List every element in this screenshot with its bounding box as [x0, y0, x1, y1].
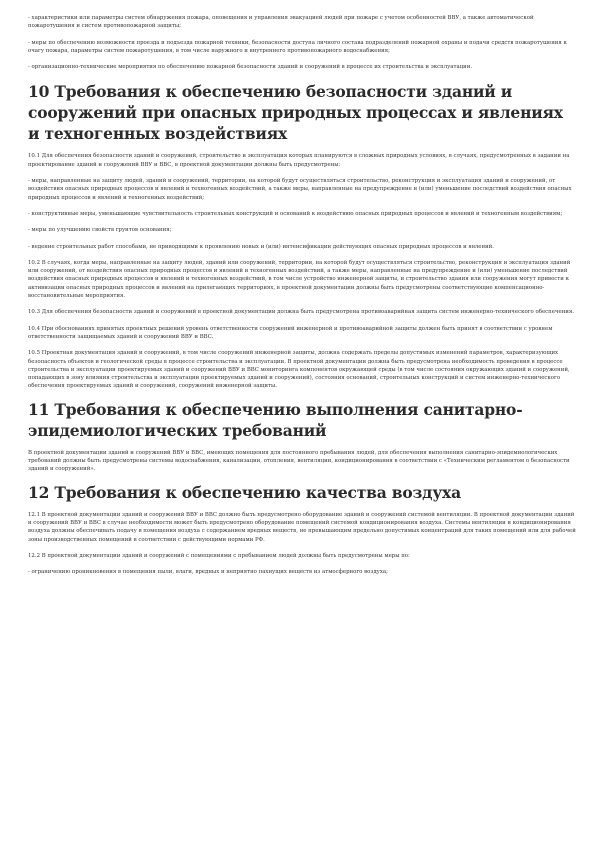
heading-section-12: 12 Требования к обеспечению качества воздуха: [28, 482, 461, 502]
para-10-2: 10.2 В случаях, когда меры, направленные на защиту людей, зданий или сооружений, территории, на которой будут осуществляться строительство, реконструкция и эксплуатация зданий или сооружений, от воздействия опасных природных процессов и явлений и техногенных воздействий, а также меры, направленные на предупреждение и (или) уменьшение последствий воздействия опасных природных процессов и явлений и техногенных воздействий, в том числе устройство инженерной защиты, и строительство здания или сооружения могут привести к активизации опасных природных процессов и явлений на прилегающих территориях, в проектной документации должны быть предусмотрены соответствующие компенсационно-восстановительные мероприятия.: [28, 259, 571, 300]
para-10-1-b: - конструктивные меры, уменьшающие чувствительность строительных конструкций и оснований к воздействию опасных природных процессов и явлений и техногенным воздействиям;: [28, 210, 563, 217]
para-intro-1: - характеристики или параметры систем обнаружения пожара, оповещения и управления эвакуацией людей при пожаре с учетом особенностей ВВУ, а также автоматической пожаротушения и систем противопожарной защиты;: [28, 15, 534, 30]
para-10-1-d: - ведение строительных работ способами, не приводящими к проявлению новых и (или) интенсификации действующих опасных природных процессов и явлений.: [28, 243, 494, 250]
heading-section-11: 11 Требования к обеспечению выполнения санитарно-эпидемиологических требований: [28, 399, 523, 440]
para-intro-3: - организационно-технические мероприятия по обеспечению пожарной безопасности зданий и сооружений в процессе их строительства и эксплуатации.: [28, 64, 473, 71]
para-10-3: 10.3 Для обеспечения безопасности зданий и сооружений в проектной документации должна быть предусмотрена противоаварийная защита систем инженерно-технического обеспечения.: [28, 309, 575, 316]
para-10-1-c: - меры по улучшению свойств грунтов основания;: [28, 227, 172, 234]
heading-section-10: 10 Требования к обеспечению безопасности зданий и сооружений при опасных природных процессах и явлениях и техногенных воздействиях: [28, 82, 563, 144]
para-12-2: 12.2 В проектной документации зданий и сооружений с помещениями с пребыванием людей должны быть предусмотрены меры по:: [28, 552, 410, 559]
para-10-4: 10.4 При обоснованиях принятых проектных решений уровень ответственности сооружений инженерной и противоаварийной защиты должен быть принят в соответствии с уровнем ответственности защищаемых зданий и сооружений ВВУ и ВВС.: [28, 325, 553, 340]
para-10-1-a: - меры, направленные на защиту людей, зданий и сооружений, территории, на которой будут осуществляться строительство, реконструкция и эксплуатация зданий и сооружений, от воздействия опасных природных процессов и явлений и техногенных воздействий, а также меры, направленные на предупреждение и (или) уменьшение последствий воздействия опасных природных процессов и явлений и техногенных воздействий;: [28, 178, 572, 201]
para-12-1: 12.1 В проектной документации зданий и сооружений ВВУ и ВВС должно быть предусмотрено оборудование зданий и сооружений системой вентиляции. В проектной документации зданий и сооружений ВВУ и ВВС в случае необходимости может быть предусмотрено оборудование помещений системой кондиционирования воздуха. Системы вентиляции и кондиционирования воздуха должны обеспечивать подачу в помещения воздуха с содержанием вредных веществ, не превышающим предельно допустимых концентраций для таких помещений или для рабочей зоны производственных помещений в соответствии с действующими нормами РФ.: [28, 511, 576, 543]
para-12-2-a: - ограничению проникновения в помещения пыли, влаги, вредных и неприятно пахнущих веществ из атмосферного воздуха;: [28, 569, 388, 576]
para-10-1: 10.1 Для обеспечения безопасности зданий и сооружений, строительство и эксплуатация которых планируются в сложных природных условиях, в случаях, предусмотренных в задании на проектирование зданий и сооружений ВВУ и ВВС, в проектной документации должны быть предусмотрены:: [28, 153, 570, 168]
para-11: В проектной документации зданий и сооружений ВВУ и ВВС, имеющих помещения для постоянного пребывания людей, для обеспечения выполнения санитарно-эпидемиологических требований должны быть предусмотрены системы водоснабжения, канализации, отопления, вентиляции, кондиционирования в соответствии с «Техническим регламентом о безопасности зданий и сооружений».: [28, 449, 570, 473]
para-10-5: 10.5 Проектная документация зданий и сооружений, в том числе сооружений инженерной защиты, должна содержать пределы допустимых изменений параметров, характеризующих безопасность объектов и геологической среды в процессе строительства и эксплуатации. В проектной документации должна быть предусмотрена необходимость проведения в процессе строительства и эксплуатации проектируемых зданий и сооружений ВВУ и ВВС мониторинга компонентов окружающей среды (в том числе состояния окружающих зданий и сооружений, попадающих в зону влияния строительства и эксплуатации проектируемых зданий и сооружений), состояния оснований, строительных конструкций и систем инженерно-технического обеспечения проектируемых зданий и сооружений, сооружений инженерной защиты.: [28, 350, 570, 390]
para-intro-2: - меры по обеспечению возможности проезда и подъезда пожарной техники, безопасности доступа личного состава подразделений пожарной охраны и подачи средств пожаротушения к очагу пожара, параметры систем пожаротушения, в том числе наружного и внутреннего противопожарного водоснабжения;: [28, 39, 567, 54]
